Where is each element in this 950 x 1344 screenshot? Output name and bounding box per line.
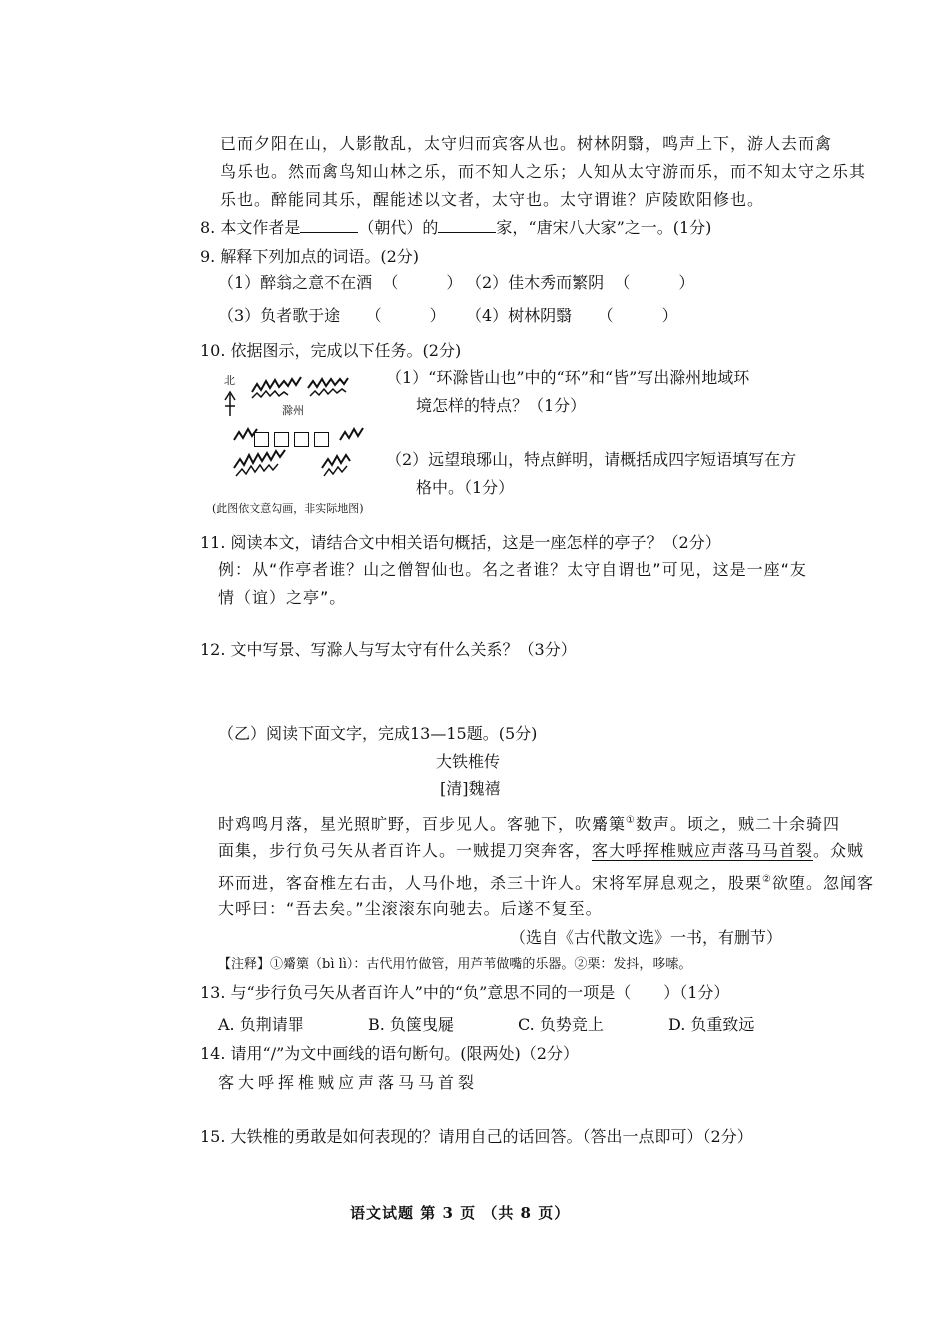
q9-item-1-answer[interactable]: （ ） <box>382 273 463 292</box>
q9-item-4-label: （4）树林阴翳 <box>466 306 573 325</box>
passage-b-author: [清]魏禧 <box>440 779 501 798</box>
q9-item-3 <box>218 306 446 326</box>
q13-option-c[interactable]: C. 负势竞上 <box>518 1015 604 1034</box>
passage-a-line-3: 乐也。醉能同其乐，醒能述以文者，太守也。太守谓谁？庐陵欧阳修也。 <box>220 190 765 209</box>
q9-item-4-answer[interactable]: （ ） <box>597 306 678 325</box>
answer-box-1[interactable] <box>254 432 269 447</box>
q10-sub1-line2: 境怎样的特点？（1分） <box>416 396 587 415</box>
four-character-boxes[interactable] <box>254 429 334 448</box>
underlined-sentence: 客大呼挥椎贼应声落马马首裂 <box>592 841 814 860</box>
passage-b-line-1-prefix: 时鸡鸣月落，星光照旷野，百步见人。客驰下，吹觱篥 <box>218 814 627 834</box>
passage-b-line-2 <box>218 841 864 861</box>
q11-example-line2: 情（谊）之亭”。 <box>218 588 347 607</box>
q8-blank-dynasty[interactable] <box>300 218 358 233</box>
passage-a-line-1: 已而夕阳在山，人影散乱，太守归而宾客从也。树林阴翳，鸣声上下，游人去而禽 <box>220 134 833 153</box>
question-11: 11. 阅读本文，请结合文中相关语句概括，这是一座怎样的亭子？（2分） <box>200 533 721 552</box>
q9-item-2-answer[interactable]: （ ） <box>614 273 695 292</box>
passage-b-line-1 <box>218 811 840 834</box>
question-14: 14. 请用“/”为文中画线的语句断句。(限两处)（2分） <box>200 1044 579 1063</box>
q9-item-2-label: （2）佳木秀而繁阴 <box>466 273 605 292</box>
q8-blank-school[interactable] <box>438 218 496 233</box>
map-figure <box>212 372 378 522</box>
q8-number: 8. <box>200 218 216 237</box>
passage-b-note: 【注释】①觱篥（bì lì）：古代用竹做管，用芦苇做嘴的乐器。②栗：发抖，哆嗦。 <box>218 957 692 972</box>
passage-b-line-4: 大呼曰：“吾去矣。”尘滚滚东向驰去。后遂不复至。 <box>218 899 603 918</box>
question-15: 15. 大铁椎的勇敢是如何表现的？请用自己的话回答。（答出一点即可）（2分） <box>200 1127 753 1146</box>
q10-sub2-line1: （2）远望琅琊山，特点鲜明，请概括成四字短语填写在方 <box>386 450 797 469</box>
q9-item-1-label: （1）醉翁之意不在酒 <box>218 273 373 292</box>
q11-example-line1: 例：从“作亭者谁？山之僧智仙也。名之者谁？太守自谓也”可见，这是一座“友 <box>218 560 807 579</box>
q10-sub1-line1: （1）“环滁皆山也”中的“环”和“皆”写出滁州地域环 <box>386 368 750 387</box>
q9-item-3-answer[interactable]: （ ） <box>365 306 446 325</box>
q9-item-4 <box>466 306 678 326</box>
passage-b-title: 大铁椎传 <box>436 752 501 771</box>
answer-box-3[interactable] <box>294 432 309 447</box>
map-city-label: 滁州 <box>282 404 304 417</box>
q14-sentence: 客大呼挥椎贼应声落马马首裂 <box>218 1073 479 1092</box>
q8-text-post: 家，“唐宋八大家”之一。(1分) <box>496 218 712 237</box>
footnote-ref-1: ① <box>626 815 636 826</box>
answer-box-2[interactable] <box>274 432 289 447</box>
question-8 <box>200 218 711 238</box>
map-caption: (此图依文意勾画，非实际地图) <box>212 502 364 515</box>
question-9: 9. 解释下列加点的词语。(2分) <box>200 247 420 266</box>
passage-b-line-2-rest: 。众贼 <box>813 841 865 860</box>
q10-sub2-line2: 格中。（1分） <box>416 478 515 497</box>
passage-b-line-2-prefix: 面集，步行负弓矢从者百许人。一贼提刀突奔客， <box>218 841 593 860</box>
map-north-label: 北 <box>224 374 235 387</box>
footnote-ref-2: ② <box>762 874 772 885</box>
page-footer: 语文试题 第 3 页 （共 8 页） <box>350 1204 571 1222</box>
answer-box-4[interactable] <box>314 432 329 447</box>
passage-b-heading: （乙）阅读下面文字，完成13—15题。(5分) <box>218 724 538 743</box>
q9-item-1 <box>218 273 462 293</box>
passage-a-line-2: 鸟乐也。然而禽鸟知山林之乐，而不知人之乐；人知从太守游而乐，而不知太守之乐其 <box>220 162 867 181</box>
q9-item-2 <box>466 273 694 293</box>
question-13: 13. 与“步行负弓矢从者百许人”中的“负”意思不同的一项是（ ）（1分） <box>200 983 730 1002</box>
passage-b-line-3 <box>218 870 874 893</box>
q8-text-mid: （朝代）的 <box>358 218 439 237</box>
passage-b-source: （选自《古代散文选》一书，有删节） <box>510 928 783 947</box>
passage-b-line-3-prefix: 环而进，客奋椎左右击，人马仆地，杀三十许人。宋将军屏息观之，股栗 <box>218 873 763 893</box>
q13-option-a[interactable]: A. 负荆请罪 <box>218 1015 304 1034</box>
q13-option-d[interactable]: D. 负重致远 <box>668 1015 755 1034</box>
passage-b-line-1-rest: 数声。顷之，贼二十余骑四 <box>635 814 840 834</box>
question-12: 12. 文中写景、写滁人与写太守有什么关系？（3分） <box>200 640 577 659</box>
q9-item-3-label: （3）负者歌于途 <box>218 306 341 325</box>
passage-b-line-3-rest: 欲堕。忽闻客 <box>771 873 874 893</box>
q8-text-pre: 本文作者是 <box>220 218 301 237</box>
q13-option-b[interactable]: B. 负箧曳屣 <box>368 1015 454 1034</box>
question-10: 10. 依据图示，完成以下任务。(2分) <box>200 341 462 360</box>
